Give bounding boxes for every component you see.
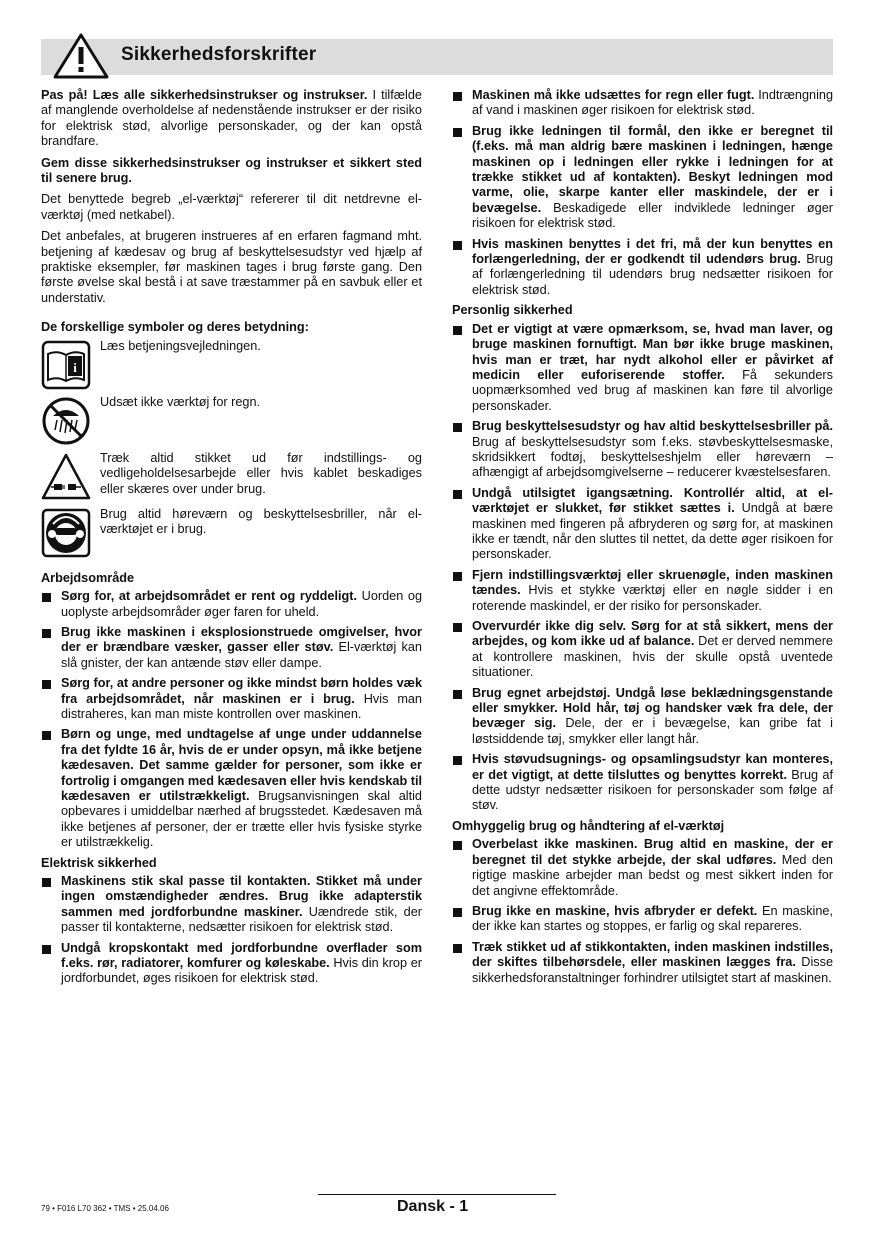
list-item: Brug egnet arbejdstøj. Undgå løse beklædningsgenstande eller smykker. Hold hår, tøj og handsker væk fra dele, der bevæger sig. Dele, der er i bevægelse, kan gribe fat i løstsiddende tøj, smykker eller langt hår. <box>452 686 833 748</box>
list-item: Maskinens stik skal passe til kontakten. Stikket må under ingen omstændigheder ændres. Brug ikke adapterstik sammen med jordforbundne maskiner. Uændrede stik, der passer til kontakterne, nedsætter risikoen for elektrisk stød. <box>41 874 422 936</box>
list-item: Sørg for, at andre personer og ikke mindst børn holdes væk fra arbejdsområdet, når maskinen er i brug. Hvis man distraheres, kan man miste kontrollen over maskinen. <box>41 676 422 722</box>
list-item: Overvurdér ikke dig selv. Sørg for at stå sikkert, mens der arbejdes, og kom ikke ud af balance. Det er derved nemmere at kontrollere maskinen, hvis der skulle opstå uventede situationer. <box>452 619 833 681</box>
symbols-heading: De forskellige symboler og deres betydning: <box>41 320 309 335</box>
unplug-warning-icon <box>41 452 91 502</box>
intro-paragraph: Det benyttede begreb „el-værktøj“ refererer til dit netdrevne el-værktøj (med netkabel). <box>41 192 422 222</box>
read-manual-icon <box>41 340 91 390</box>
symbol-row: Træk altid stikket ud før indstillings- og vedligeholdelsesarbejde eller hvis kablet beskadiges eller skæres over under brug. <box>41 451 422 501</box>
list-item: Hvis maskinen benyttes i det fri, må der kun benyttes en forlængerledning, der er godkendt til udendørs brug. Brug af forlængerledning til udendørs brug nedsætter risikoen for elektrisk stød. <box>452 237 833 299</box>
symbol-row: Brug altid høreværn og beskyttelsesbriller, når el-værktøjet er i brug. <box>41 507 422 557</box>
section-header <box>41 39 833 75</box>
intro-paragraph: Det anbefales, at brugeren instrueres af en erfaren fagmand mht. betjening af kædesav og brug af beskyttelsesudstyr ved hjælp af praktiske eksempler, før maskinen tages i brug første gang. Den første øvelse skal bestå i at save træstammer på en savbuk eller et understativ. <box>41 229 422 305</box>
list-item: Undgå kropskontakt med jordforbundne overflader som f.eks. rør, radiatorer, komfurer og køleskabe. Hvis din krop er jordforbundet, øges risikoen for elektrisk stød. <box>41 941 422 987</box>
document-code: 79 • F016 L70 362 • TMS • 25.04.06 <box>41 1204 169 1213</box>
svg-text:i: i <box>73 359 77 375</box>
personal-heading: Personlig sikkerhed <box>452 303 573 318</box>
list-item: Børn og unge, med undtagelse af unge under uddannelse fra det fyldte 16 år, hvis de er under opsyn, må ikke betjene kædesaven. Det samme gælder for personer, som ikke er fortrolig i omgangen med kædesaven eller hvis kendskab til kædesaven er utilstrækkeligt. Brugsanvisningen skal altid opbevares i umiddelbar nærhed af brugsstedet. Kædesaven må ikke betjenes af personer, der er trætte eller hvis fysiske styrke er utilstrækkelig. <box>41 727 422 850</box>
list-item: Maskinen må ikke udsættes for regn eller fugt. Indtrængning af vand i maskinen øger risikoen for elektrisk stød. <box>452 88 833 119</box>
list-item: Brug ikke maskinen i eksplosionstruede omgivelser, hvor der er brændbare væsker, gasser eller støv. El-værktøj kan slå gnister, der kan antænde støv eller dampe. <box>41 625 422 671</box>
intro-paragraph: Gem disse sikkerhedsinstrukser og instrukser et sikkert sted til senere brug. <box>41 155 422 186</box>
page-number: Dansk - 1 <box>397 1198 469 1215</box>
list-item: Undgå utilsigtet igangsætning. Kontrollér altid, at el-værktøjet er slukket, før stikket sættes i. Undgå at bære maskinen med fingeren på afbryderen og sørg for, at maskinen ikke er tændt, når den sluttes til nettet, da dette øger risikoen for personskader. <box>452 486 833 563</box>
page-title: Sikkerhedsforskrifter <box>121 44 317 65</box>
list-item: Overbelast ikke maskinen. Brug altid en maskine, der er beregnet til det stykke arbejde, der skal udføres. Med den rigtige maskine arbejder man bedst og mest sikkert inden for det angivne effektområde. <box>452 837 833 899</box>
list-item: Sørg for, at arbejdsområdet er rent og ryddeligt. Uorden og uoplyste arbejdsområder øger faren for uheld. <box>41 589 422 620</box>
list-item: Træk stikket ud af stikkontakten, inden maskinen indstilles, der skiftes tilbehørsdele, eller maskinen lægges fra. Disse sikkerhedsforanstaltninger forhindrer utilsigtet start af maskinen. <box>452 940 833 986</box>
intro-paragraph: Pas på! Læs alle sikkerhedsinstrukser og instrukser. I tilfælde af manglende overholdelse af nedenstående instrukser er der risiko for elektrisk stød, alvorlige personskader, og der kan opstå brandfare. <box>41 88 422 149</box>
warning-triangle-icon <box>53 33 109 79</box>
work-area-heading: Arbejdsområde <box>41 570 135 585</box>
list-item: Hvis støvudsugnings- og opsamlingsudstyr kan monteres, er det vigtigt, at dette tilsluttes og benyttes korrekt. Brug af dette udstyr nedsætter risikoen for personskader som følge af støv. <box>452 752 833 814</box>
ear-eye-protection-icon <box>41 508 91 558</box>
left-column <box>41 88 422 992</box>
list-item: Brug beskyttelsesudstyr og hav altid beskyttelsesbriller på. Brug af beskyttelsesudstyr som f.eks. støvbeskyttelsesmaske, skridsikkert fodtøj, beskyttelseshjelm eller høreværn – afhængigt af arbejdsomgivelserne – reducerer kvæstelsesfaren. <box>452 419 833 481</box>
right-column <box>452 88 833 991</box>
list-item: Brug ikke en maskine, hvis afbryder er defekt. En maskine, der ikke kan startes og stoppes, er farlig og skal repareres. <box>452 904 833 935</box>
list-item: Det er vigtigt at være opmærksom, se, hvad man laver, og bruge maskinen fornuftigt. Man bør ikke bruge maskinen, hvis man er træt, har nydt alkohol eller er påvirket af medicin eller euforiserende stoffer. Få sekunders uopmærksomhed ved brug af maskinen kan føre til alvorlige personskader. <box>452 322 833 414</box>
no-rain-icon <box>41 396 91 446</box>
symbol-row: i Læs betjeningsvejledningen. <box>41 339 422 389</box>
footer-divider <box>318 1194 556 1195</box>
symbol-row: Udsæt ikke værktøj for regn. <box>41 395 422 445</box>
careful-use-heading: Omhyggelig brug og håndtering af el-værktøj <box>452 818 725 833</box>
electrical-heading: Elektrisk sikkerhed <box>41 855 157 870</box>
list-item: Fjern indstillingsværktøj eller skruenøgle, inden maskinen tændes. Hvis et stykke værktøj eller en nøgle sidder i en roterende maskindel, er der risiko for personskader. <box>452 568 833 614</box>
list-item: Brug ikke ledningen til formål, den ikke er beregnet til (f.eks. må man aldrig bære maskinen i ledningen, hænge maskinen op i ledningen eller rykke i ledningen for at trække stikket ud af kontakten). Beskyt ledningen mod varme, olie, skarpe kanter eller maskindele, der er i bevægelse. Beskadigede eller indviklede ledninger øger risikoen for elektrisk stød. <box>452 124 833 232</box>
